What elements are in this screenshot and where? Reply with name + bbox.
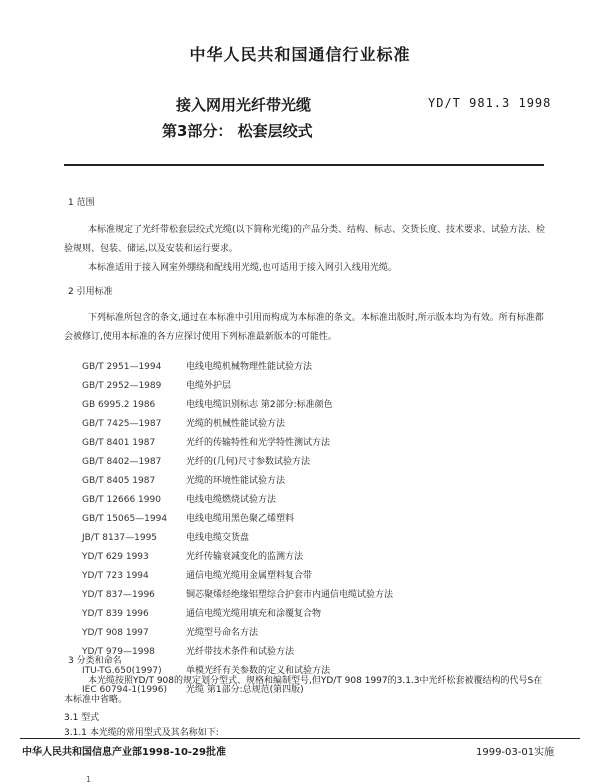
reference-code: YD/T 723 1994 (82, 571, 149, 581)
reference-code: YD/T 908 1997 (82, 628, 149, 638)
reference-code: GB/T 12666 1990 (82, 495, 161, 505)
reference-title: 通信电缆光缆用金属塑料复合带 (186, 571, 313, 581)
section-1-heading: 1 范围 (68, 198, 95, 208)
reference-code: ITU-TG.650(1997) (82, 666, 162, 676)
reference-code: GB/T 7425—1987 (82, 419, 162, 429)
section-3-heading: 3 分类和命名 (68, 656, 122, 666)
reference-item (82, 624, 393, 643)
reference-title: 光纤传输衰减变化的监测方法 (186, 552, 304, 562)
reference-code: GB/T 2951—1994 (82, 362, 162, 372)
reference-item (82, 491, 393, 510)
reference-title: 光缆型号命名方法 (186, 628, 259, 638)
document-title: 接入网用光纤带光缆 (176, 96, 312, 114)
header-divider (64, 164, 544, 166)
reference-item (82, 586, 393, 605)
reference-code: GB/T 2952—1989 (82, 381, 162, 391)
reference-title: 光缆的环境性能试验方法 (186, 476, 286, 486)
footer-divider (20, 738, 580, 739)
reference-item (82, 548, 393, 567)
reference-list (82, 358, 393, 700)
reference-code: GB/T 8402—1987 (82, 457, 162, 467)
reference-title: 单模光纤有关参数的定义和试验方法 (186, 666, 331, 676)
approval-line: 中华人民共和国信息产业部1998-10-29批准 (22, 747, 226, 758)
reference-code: GB/T 8401 1987 (82, 438, 156, 448)
section-2-intro: 下列标准所包含的条文,通过在本标准中引用而构成为本标准的条文。本标准出版时,所示版本均为有效。所有标准都会被修订,使用本标准的各方应探讨使用下列标准最新版本的可能性。 (64, 313, 544, 342)
reference-code: IEC 60794-1(1996) (82, 685, 168, 695)
reference-title: 光缆 第1部分:总规范(第四版) (186, 685, 304, 695)
reference-code: YD/T 979—1998 (82, 647, 155, 657)
reference-title: 电缆外护层 (186, 381, 232, 391)
reference-code: YD/T 839 1996 (82, 609, 149, 619)
reference-code: GB/T 15065—1994 (82, 514, 168, 524)
reference-item (82, 377, 393, 396)
reference-title: 铜芯聚烯烃绝缘铝塑综合护套市内通信电缆试验方法 (186, 590, 394, 600)
section-3-1-heading: 3.1 型式 (64, 713, 100, 723)
section-3-paragraph: 本光缆按照YD/T 908的规定划分型式、规格和编制型号,但YD/T 908 1997的3.1.3中光纤松套被覆结构的代号S在本标准中省略。 (64, 676, 543, 705)
reference-item (82, 396, 393, 415)
reference-title: 光纤带技术条件和试验方法 (186, 647, 295, 657)
standard-organization: 中华人民共和国通信行业标准 (189, 45, 411, 64)
document-subtitle: 第3部分： 松套层绞式 (162, 122, 313, 140)
reference-item (82, 510, 393, 529)
reference-item (82, 472, 393, 491)
reference-item (82, 643, 393, 662)
section-1-paragraph-1: 本标准规定了光纤带松套层绞式光缆(以下简称光缆)的产品分类、结构、标志、交货长度、技术要求、试验方法、检验规则、包装、储运,以及安装和运行要求。 (64, 225, 546, 254)
reference-item (82, 529, 393, 548)
reference-item (82, 567, 393, 586)
section-2-heading: 2 引用标准 (68, 287, 113, 297)
reference-item (82, 415, 393, 434)
reference-item (82, 358, 393, 377)
standard-code: YD/T 981.3 1998 (428, 96, 552, 110)
reference-title: 电线电缆交货盘 (186, 533, 250, 543)
reference-code: YD/T 629 1993 (82, 552, 149, 562)
reference-title: 电线电缆用黑色聚乙烯塑料 (186, 514, 295, 524)
section-1-paragraph-2: 本标准适用于接入网室外绷绕和配线用光缆,也可适用于接入网引入线用光缆。 (88, 263, 397, 273)
section-3-1-1-heading: 3.1.1 本光缆的常用型式及其名称如下: (64, 728, 219, 738)
reference-code: GB/T 8405 1987 (82, 476, 156, 486)
page-number: 1 (86, 775, 92, 784)
implementation-date: 1999-03-01实施 (476, 747, 555, 758)
reference-code: GB 6995.2 1986 (82, 400, 156, 410)
reference-item (82, 605, 393, 624)
reference-item (82, 434, 393, 453)
reference-title: 电线电缆识别标志 第2部分:标准颜色 (186, 400, 333, 410)
reference-code: JB/T 8137—1995 (82, 533, 158, 543)
reference-title: 通信电缆光缆用填充和涂覆复合物 (186, 609, 322, 619)
reference-item (82, 453, 393, 472)
reference-title: 电线电缆燃烧试验方法 (186, 495, 277, 505)
reference-title: 光纤的(几何)尺寸参数试验方法 (186, 457, 311, 467)
reference-code: YD/T 837—1996 (82, 590, 155, 600)
reference-title: 光缆的机械性能试验方法 (186, 419, 286, 429)
reference-title: 光纤的传输特性和光学特性测试方法 (186, 438, 331, 448)
reference-title: 电线电缆机械物理性能试验方法 (186, 362, 313, 372)
